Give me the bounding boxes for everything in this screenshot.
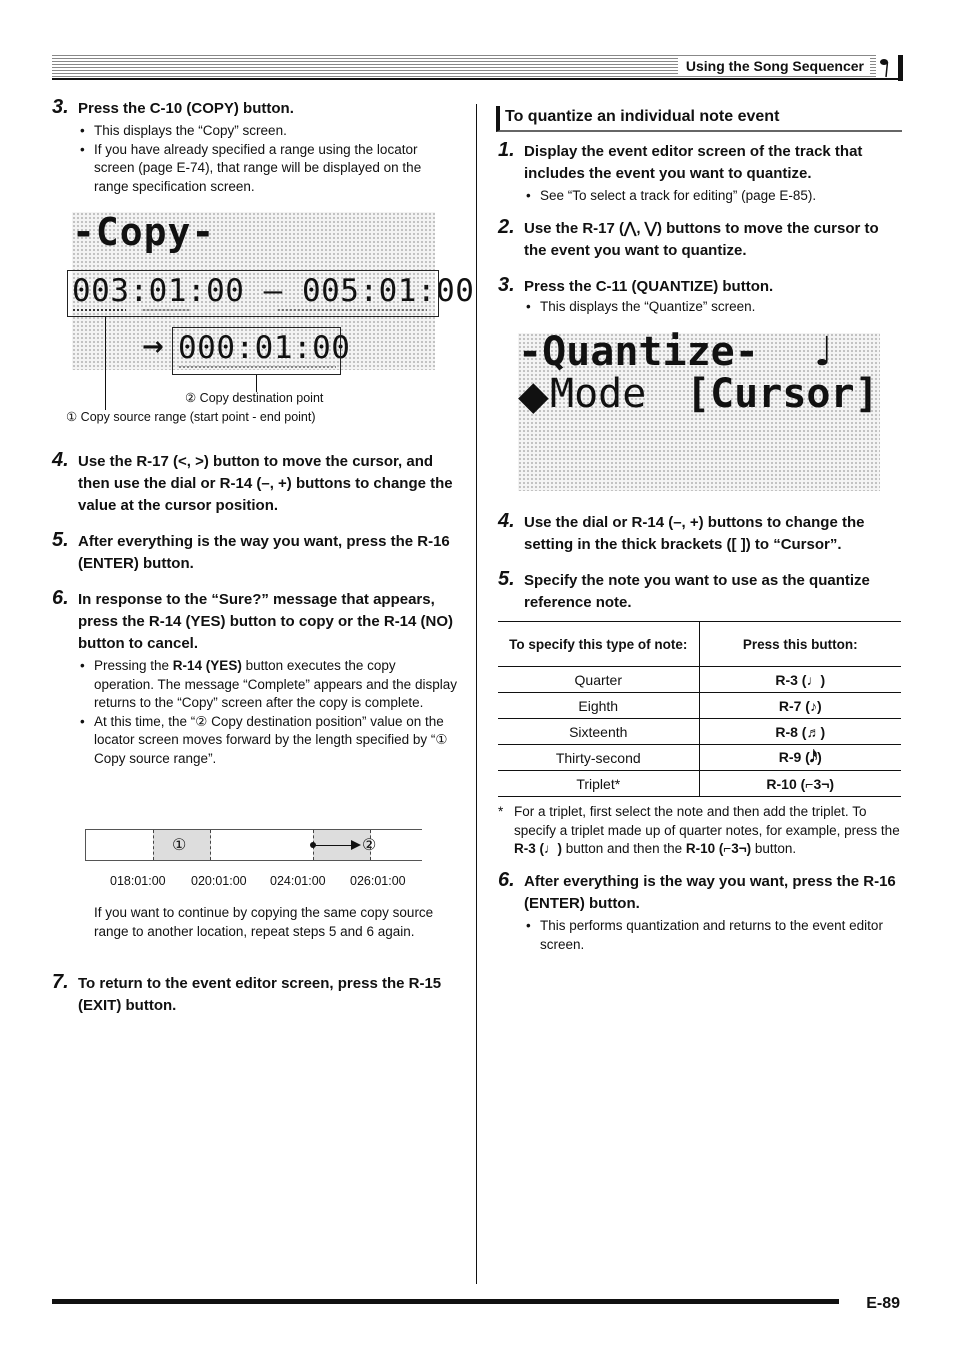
bullet: • This performs quantization and returns to the event editor screen. xyxy=(540,917,903,954)
page-number: E-89 xyxy=(866,1295,900,1312)
step-number: 6. xyxy=(52,587,69,609)
step-text: Use the R-17 (⋀, ⋁) buttons to move the cursor to the event you want to quantize. xyxy=(524,219,879,259)
step-number: 2. xyxy=(498,215,515,238)
table-header: Press this button: xyxy=(699,622,901,667)
bullet: • See “To select a track for editing” (page E-85). xyxy=(540,187,903,206)
lcd-destination: 000:01:00 xyxy=(178,330,351,366)
right-steps-4-5 xyxy=(498,512,903,614)
tick-label: 026:01:00 xyxy=(350,874,406,888)
table-cell: Eighth xyxy=(498,693,699,719)
step-text: Display the event editor screen of the track that includes the event you want to quantize. xyxy=(524,143,863,182)
table-header: To specify this type of note: xyxy=(498,622,699,667)
music-note-icon xyxy=(876,55,898,79)
table-cell: R-9 (𝅘𝅥𝅰) xyxy=(699,745,901,771)
source-range-box xyxy=(67,270,439,317)
cursor-diamond-icon: ◆ xyxy=(518,373,549,419)
header-underline xyxy=(52,78,903,80)
callout-destination: ② Copy destination point xyxy=(185,391,324,405)
step-number: 5. xyxy=(498,568,515,590)
right-step-6 xyxy=(498,871,903,954)
table-cell: R-7 (♪) xyxy=(699,693,901,719)
lcd-range: 003:01:00 — 005:01:00 xyxy=(72,273,475,309)
bullet: • At this time, the “② Copy destination position” value on the locator screen moves forward by the length specified by “① Copy source range”. xyxy=(94,713,457,769)
lcd-title: -Quantize- xyxy=(518,329,759,375)
step-number: 1. xyxy=(498,139,515,161)
column-separator xyxy=(476,104,477,1284)
bullet: • Pressing the R-14 (YES) button executes the copy operation. The message “Complete” appears and the display returns to the “Copy” screen after the copy is complete. xyxy=(94,657,457,713)
table-row xyxy=(498,745,901,771)
range-diagram xyxy=(85,829,422,861)
callout-source: ① Copy source range (start point - end point) xyxy=(66,410,316,424)
left-step-7 xyxy=(52,973,457,1017)
bullet: • This displays the “Copy” screen. xyxy=(94,122,457,141)
table-row xyxy=(498,719,901,745)
step-number: 4. xyxy=(498,510,515,532)
lcd-mode-label: Mode xyxy=(550,371,647,417)
step-number: 6. xyxy=(498,869,515,891)
left-step-3 xyxy=(52,98,457,196)
step-number: 4. xyxy=(52,449,69,471)
table-cell: R-8 (♬) xyxy=(699,719,901,745)
step-text: Use the R-17 (<, >) button to move the cursor, and then use the dial or R-14 (–, +) buttons to change the value at the cursor position. xyxy=(78,453,453,514)
running-header: Using the Song Sequencer xyxy=(678,57,870,75)
left-steps-4-6 xyxy=(52,451,457,768)
table-row xyxy=(498,667,901,693)
tick-label: 020:01:00 xyxy=(191,874,247,888)
callout-line xyxy=(105,317,106,410)
table-row xyxy=(498,693,901,719)
marker-1: ① xyxy=(172,837,187,854)
step-text: Press the C-10 (COPY) button. xyxy=(78,100,294,117)
note-text: If you want to continue by copying the same copy source range to another location, repeat steps 5 and 6 again. xyxy=(94,905,434,939)
table-cell: Quarter xyxy=(498,667,699,693)
step-text: After everything is the way you want, press the R-16 (ENTER) button. xyxy=(78,533,450,572)
continue-note xyxy=(79,904,459,941)
table-cell: R-10 (⌐3¬) xyxy=(699,771,901,797)
table-cell: Thirty-second xyxy=(498,745,699,771)
section-heading: To quantize an individual note event xyxy=(496,106,902,132)
step-text: Specify the note you want to use as the quantize reference note. xyxy=(524,572,870,611)
tick-label: 018:01:00 xyxy=(110,874,166,888)
quarter-note-icon: ♩ xyxy=(814,329,833,375)
step-number: 7. xyxy=(52,971,69,993)
table-cell: R-3 (♩) xyxy=(699,667,901,693)
marker-2: ② xyxy=(362,837,377,854)
step-number: 3. xyxy=(52,96,69,118)
table-cell: Sixteenth xyxy=(498,719,699,745)
arrow-icon: → xyxy=(142,332,164,362)
step-text: Use the dial or R-14 (–, +) buttons to change the setting in the thick brackets ([ ]) to “Cursor”. xyxy=(524,514,865,553)
lcd-mode-value: [Cursor] xyxy=(686,371,879,417)
table-cell: Triplet* xyxy=(498,771,699,797)
note-button-table xyxy=(498,621,901,797)
arrow-icon xyxy=(313,845,359,846)
bullet: • This displays the “Quantize” screen. xyxy=(540,298,903,317)
step-text: After everything is the way you want, press the R-16 (ENTER) button. xyxy=(524,873,896,912)
step-number: 3. xyxy=(498,273,515,296)
tick-label: 024:01:00 xyxy=(270,874,326,888)
destination-box xyxy=(172,327,341,375)
step-text: Press the C-11 (QUANTIZE) button. xyxy=(524,277,774,295)
step-number: 5. xyxy=(52,529,69,551)
footnote: * For a triplet, first select the note and then add the triplet. To specify a triplet made up of quarter notes, for example, press the R-3 (♩) button and then the R-10 (⌐3¬) button. xyxy=(498,804,900,856)
step-text: To return to the event editor screen, press the R-15 (EXIT) button. xyxy=(78,975,442,1014)
quantize-lcd-screen xyxy=(518,329,880,491)
table-row xyxy=(498,771,901,797)
lcd-title: -Copy- xyxy=(72,210,216,254)
step-text: In response to the “Sure?” message that appears, press the R-14 (YES) button to copy or the R-14 (NO) button to cancel. xyxy=(78,591,454,652)
bullet: • If you have already specified a range using the locator screen (page E-74), that range will be displayed on the range specification screen. xyxy=(94,141,457,197)
right-steps-1-3 xyxy=(498,141,903,316)
footer-rule xyxy=(52,1299,839,1304)
